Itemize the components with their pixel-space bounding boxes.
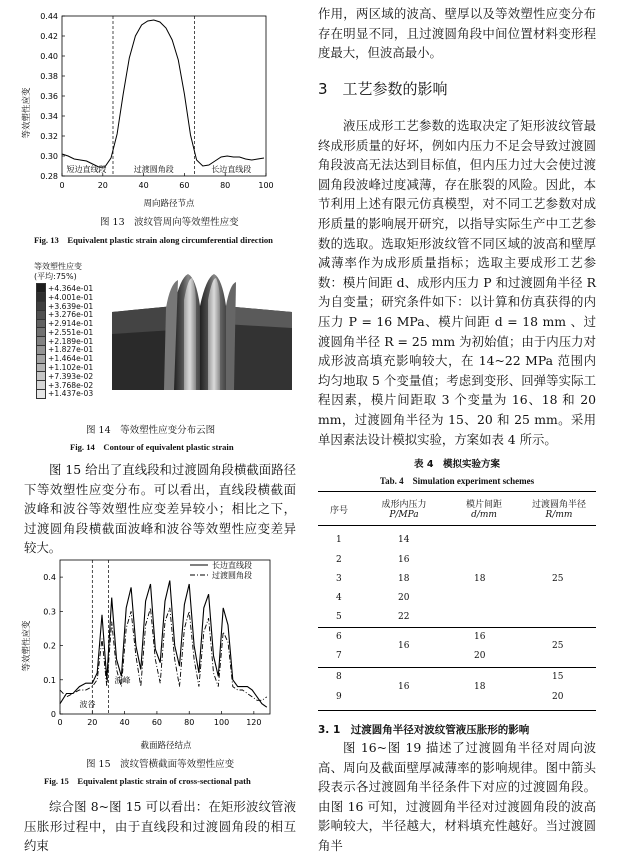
fig13-chart (14, 8, 282, 210)
fig13-ytick-label: 0.32 (40, 132, 58, 141)
fig14-color-legend (36, 284, 93, 398)
fig14-figure (34, 262, 296, 398)
fig13-xtick-label: 100 (258, 181, 274, 190)
fig14-legend-title-1: 等效塑性应变 (34, 262, 82, 271)
fig15-xtick-label: 120 (246, 718, 262, 727)
paragraph-section-3: 液压成形工艺参数的选取决定了矩形波纹管最终成形质量的好坏，例如内压力不足会导致过渡圆角段波高无法达到目标值，但内压力过大会使过渡圆角段波峰过度减薄，存在胀裂的风险。因此，本节利用上述有限元仿真模型，对不同工艺参数对成形质量的影响展开研究，以指导实际生产中工艺参数的选取。选取矩形波纹管不同区域的波高和壁厚减薄率作为成形质量指标；选取主要成形工艺参数：模片间距 d、成形内压力 P 和过渡圆角半径 R 为自变量；研究条件如下：以计算和仿真获得的内压力 P = 16 MPa、模片间距 d = 18 mm 、过渡圆角半径 R = 25 mm 为初始值；由于内压力对成形波高填充影响较大，在 14~22 MPa 范围内均匀地取 5 个变量值；考虑到变形、回弹等实际工程因素，模片间距取 3 个变量为 16、18 和 20 mm，过渡圆角半径为 15、20 和 25 mm。采用单因素法设计模拟实验，方案如表 4 所示。 (318, 118, 596, 447)
fig13-xtick-label: 60 (179, 181, 190, 190)
table4-header-d-unit: d/mm (471, 510, 497, 520)
fig14-legend-value: +7.393e-02 (48, 371, 94, 381)
fig14-legend-value: +2.189e-01 (48, 336, 94, 346)
fig15-xtick-label: 40 (119, 718, 130, 727)
table4-header-p (374, 497, 434, 520)
table4-cell-p: 16 (398, 682, 410, 692)
fig13-ytick-label: 0.30 (40, 152, 58, 161)
fig14-legend-value: +1.102e-01 (48, 363, 94, 373)
fig13-ytick-label: 0.38 (40, 72, 58, 81)
table4-header-p-name: 成形内压力 (381, 500, 427, 510)
fig14-legend-value: +3.276e-01 (48, 310, 94, 320)
table4-header-r (524, 497, 594, 520)
fig15-xtick-label: 80 (184, 718, 195, 727)
fig13-region-label: 长边直线段 (211, 165, 252, 174)
table4-cell-r-8: 15 (552, 672, 564, 682)
fig14-legend-title-2: (平均:75%) (34, 272, 77, 281)
paragraph-right-top: 作用，两区域的波高、壁厚以及等效塑性应变分布存在明显不同，且过渡圆角段中间位置材料变形程度最大，但波高最小。 (318, 6, 596, 61)
fig14-contour-image (104, 270, 296, 394)
fig14-legend-value: +3.639e-01 (48, 301, 94, 311)
fig15-ytick-label: 0.3 (43, 607, 56, 617)
fig13-region-label: 短边直线段 (66, 165, 107, 174)
fig13-ytick-label: 0.44 (40, 12, 58, 21)
fig14-caption-en: Fig. 14 Contour of equivalent plastic strain (70, 442, 234, 452)
fig15-xlabel: 截面路径结点 (140, 741, 192, 751)
fig13-region-label: 过渡圆角段 (133, 165, 174, 174)
table4-cell-d-1-5: 18 (474, 574, 486, 584)
fig13-xtick-label: 80 (220, 181, 231, 190)
table4-cell-p: 16 (398, 641, 410, 651)
fig15-ylabel: 等效塑性应变 (22, 620, 32, 672)
paragraph-section-3-1: 图 16~图 19 描述了过渡圆角半径对周向波高、周向及截面壁厚减薄率的影响规律。图中箭头段表示各过渡圆角半径条件下对应的过渡圆角段。由图 16 可知，过渡圆角半径对过渡圆角段的波高影响较大，半径越大，材料填充性越好。当过渡圆角半 (318, 740, 596, 853)
fig13-xtick-label: 20 (97, 181, 108, 190)
paragraph-fig15-intro: 图 15 给出了直线段和过渡圆角段横截面路径下等效塑性应变分布。可以看出，直线段横截面波峰和波谷等效塑性应变差异较小；相比之下，过渡圆角段横截面波峰和波谷等效塑性应变差异较大。 (24, 462, 296, 556)
table4-header-d-name: 模片间距 (465, 500, 502, 510)
table4-header-r-name: 过渡圆角半径 (531, 500, 586, 510)
fig15-xtick-label: 20 (87, 718, 98, 727)
fig13-xtick-label: 40 (138, 181, 149, 190)
fig14-legend-value: +2.551e-01 (48, 327, 94, 337)
fig15-ytick-label: 0.1 (43, 675, 56, 685)
fig14-legend-entry (36, 390, 93, 399)
table4-cell-no: 4 (336, 593, 342, 603)
table4-cell-no: 7 (336, 651, 342, 661)
table4-cell-no: 9 (336, 692, 342, 702)
fig14-legend-value: +4.001e-01 (48, 292, 94, 302)
table4-header-d (454, 497, 514, 520)
table4 (318, 491, 596, 711)
fig13-ylabel: 等效塑性应变 (22, 87, 32, 139)
table4-cell-p: 20 (398, 593, 410, 603)
fig15-annotation-peak: 波峰 (114, 676, 131, 686)
table4-cell-no: 8 (336, 672, 342, 682)
fig15-annotation-trough: 波谷 (79, 700, 96, 710)
table4-title-en: Tab. 4 Simulation experiment schemes (379, 476, 535, 486)
table4-cell-no: 3 (336, 574, 342, 584)
section-3-1-title: 3. 1 过渡圆角半径对波纹管液压胀形的影响 (318, 724, 530, 736)
fig15-plot-frame (60, 560, 270, 714)
fig15-xtick-label: 0 (57, 718, 63, 727)
fig13-caption-en: Fig. 13 Equivalent plastic strain along circumferential direction (34, 235, 273, 245)
table4-cell-p: 14 (398, 535, 410, 545)
fig13-ytick-label: 0.36 (40, 92, 58, 101)
fig13-plot-frame (62, 16, 266, 176)
fig13-xlabel: 周向路径节点 (143, 199, 195, 209)
fig14-legend-value: +4.364e-01 (48, 283, 94, 293)
fig13-caption-cn: 图 13 波纹管周向等效塑性应变 (100, 217, 239, 228)
fig14-legend-title (34, 262, 82, 282)
fig13-series-line (62, 20, 264, 167)
fig15-ytick-label: 0.2 (43, 641, 56, 651)
fig13-xtick-label: 0 (59, 181, 65, 190)
fig14-caption-cn: 图 14 等效塑性应变分布云图 (86, 425, 216, 436)
fig13-ytick-label: 0.28 (40, 172, 58, 181)
table4-cell-d-8-9: 18 (474, 682, 486, 692)
table4-header-p-unit: P/MPa (389, 510, 419, 520)
table4-cell-r-9: 20 (552, 692, 564, 702)
fig15-legend-label: 过渡圆角段 (212, 571, 252, 580)
fig15-caption-cn: 图 15 波纹管横截面等效塑性应变 (86, 759, 235, 770)
table4-cell-r-1-5: 25 (552, 574, 564, 584)
fig14-legend-swatch (36, 389, 46, 399)
table4-cell-d-7: 20 (474, 651, 486, 661)
table4-cell-no: 2 (336, 555, 342, 565)
table4-cell-no: 1 (336, 535, 342, 545)
fig13-ytick-label: 0.34 (40, 112, 58, 121)
fig14-legend-value: +3.768e-02 (48, 380, 94, 390)
section-3-title: 3 工艺参数的影响 (318, 80, 448, 98)
fig14-legend-value: +1.827e-01 (48, 345, 94, 355)
fig15-ytick-label: 0.4 (43, 573, 56, 583)
table4-title-cn: 表 4 模拟实验方案 (414, 459, 500, 470)
table4-cell-r-6-7: 25 (552, 641, 564, 651)
fig15-legend-label: 长边直线段 (212, 561, 252, 570)
table4-header-no: 序号 (330, 506, 349, 516)
fig13-ytick-label: 0.42 (40, 32, 58, 41)
fig15-chart (14, 556, 282, 752)
paragraph-left-bottom: 综合图 8~图 15 可以看出：在矩形波纹管液压胀形过程中，由于直线段和过渡圆角段的相互约束 (24, 799, 296, 854)
table4-cell-d-6: 16 (474, 632, 486, 642)
table4-cell-p: 18 (398, 574, 410, 584)
table4-cell-p: 16 (398, 555, 410, 565)
fig14-legend-value: +2.914e-01 (48, 319, 94, 329)
fig15-xtick-label: 60 (151, 718, 163, 727)
fig13-ytick-label: 0.40 (40, 52, 58, 61)
fig14-legend-value: +1.437e-03 (48, 389, 94, 399)
table4-header-r-unit: R/mm (545, 510, 573, 520)
fig15-ytick-label: 0 (50, 710, 56, 719)
fig15-caption-en: Fig. 15 Equivalent plastic strain of cross-sectional path (44, 776, 251, 786)
table4-cell-no: 5 (336, 612, 342, 622)
fig15-xtick-label: 100 (213, 718, 230, 727)
table4-cell-no: 6 (336, 632, 342, 642)
fig14-legend-value: +1.464e-01 (48, 354, 94, 364)
table4-cell-p: 22 (398, 612, 410, 622)
